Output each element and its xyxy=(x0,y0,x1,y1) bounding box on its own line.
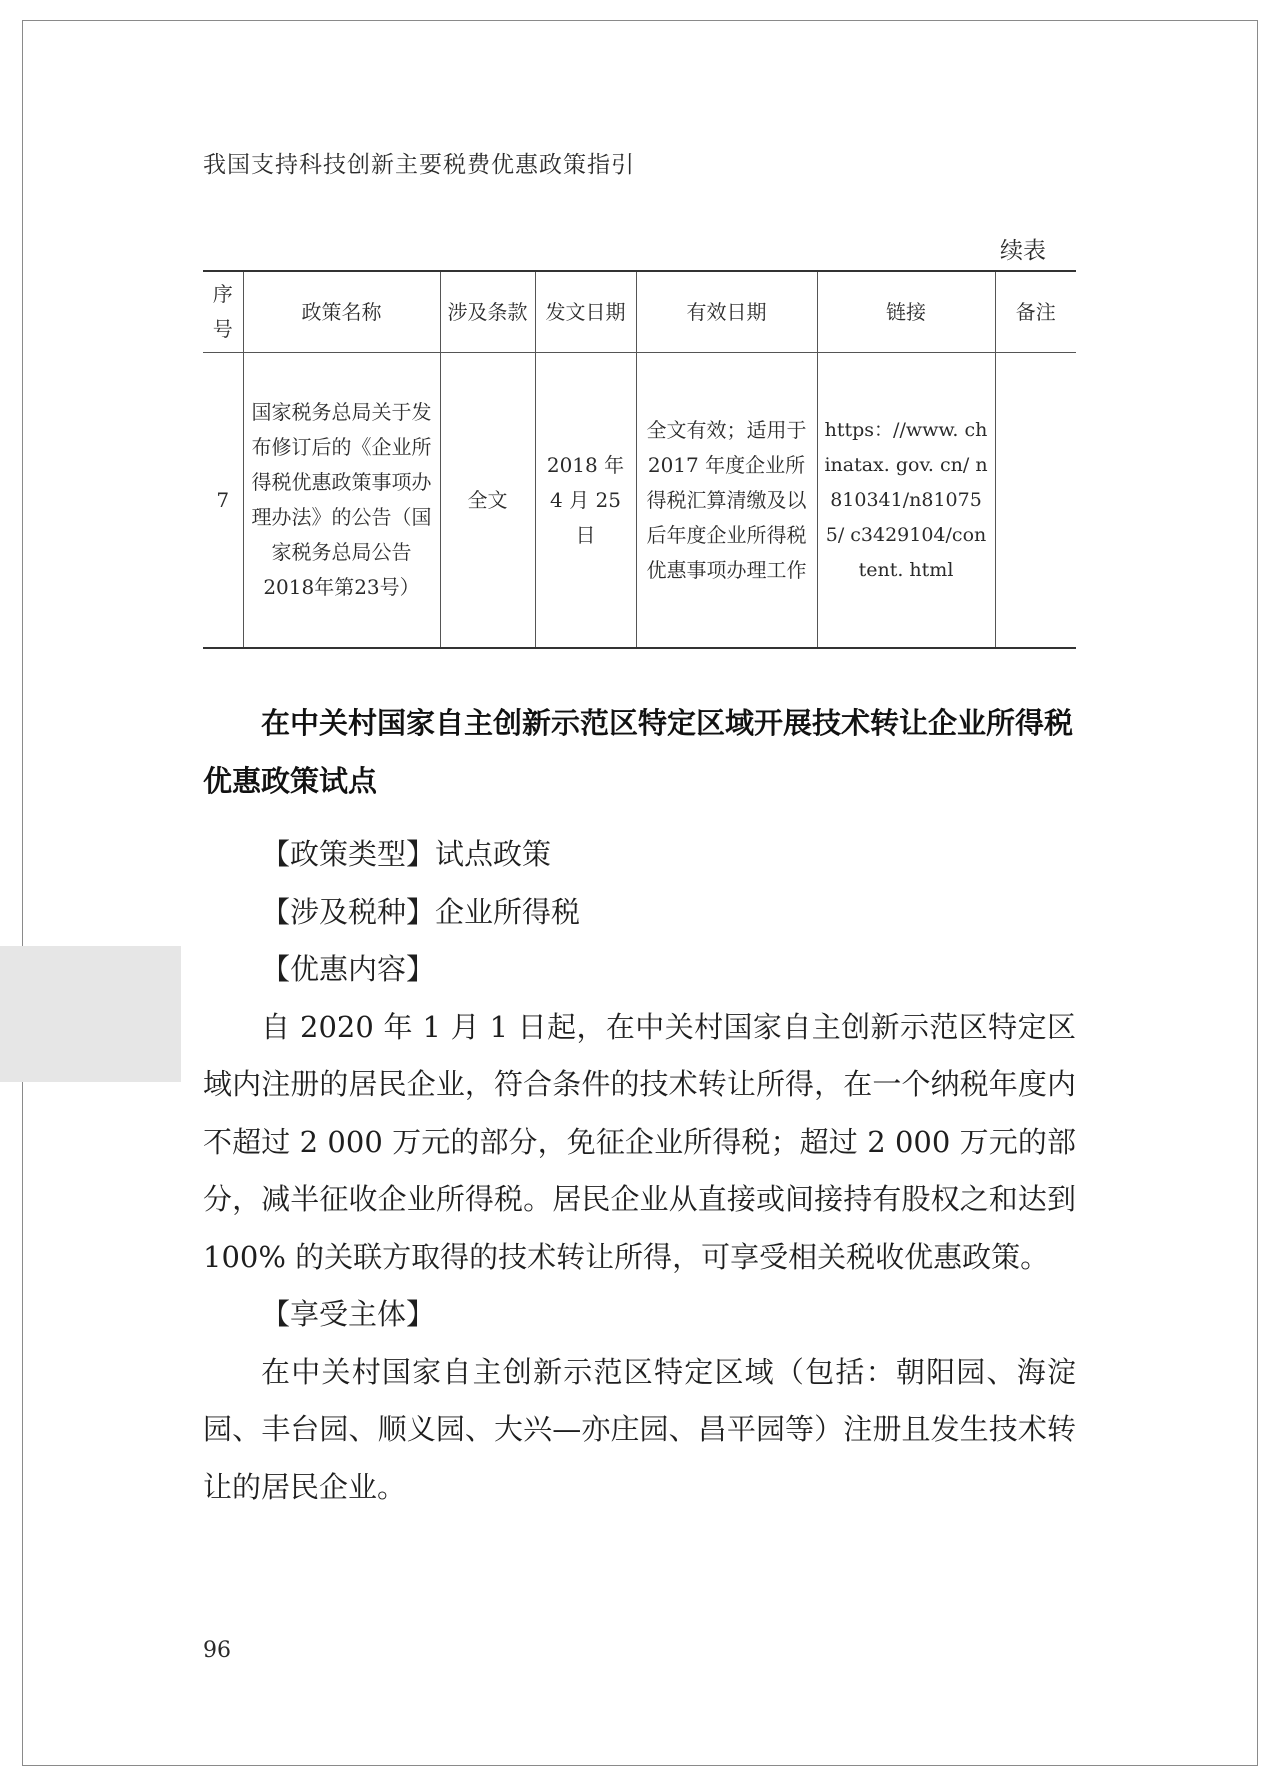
tax-type: 【涉及税种】企业所得税 xyxy=(261,894,581,929)
running-header: 我国支持科技创新主要税费优惠政策指引 xyxy=(203,152,635,178)
header-clause: 涉及条款 xyxy=(440,271,535,353)
cell-note xyxy=(995,353,1076,649)
cell-policy-name: 国家税务总局关于发布修订后的《企业所得税优惠政策事项办理办法》的公告（国家税务总局公告2018年第23号） xyxy=(243,353,440,649)
section-title: 在中关村国家自主创新示范区特定区域开展技术转让企业所得税优惠政策试点 xyxy=(203,706,1074,798)
header-name: 政策名称 xyxy=(243,271,440,353)
header-valid: 有效日期 xyxy=(636,271,817,353)
policy-body xyxy=(203,826,1076,1516)
header-date: 发文日期 xyxy=(535,271,636,353)
cell-date: 2018 年 4 月 25 日 xyxy=(535,353,636,649)
side-tab-marker xyxy=(0,946,181,1082)
page-number: 96 xyxy=(203,1638,231,1663)
cell-link[interactable]: https：//www. chinatax. gov. cn/ n810341/n810755/ c3429104/content. html xyxy=(817,353,995,649)
header-note: 备注 xyxy=(995,271,1076,353)
cell-seq: 7 xyxy=(203,353,243,649)
table-header-row xyxy=(203,271,1076,353)
header-seq: 序号 xyxy=(203,271,243,353)
subject-label: 【享受主体】 xyxy=(261,1297,436,1331)
cell-clause: 全文 xyxy=(440,353,535,649)
content-label: 【优惠内容】 xyxy=(261,952,436,986)
header-link: 链接 xyxy=(817,271,995,353)
subject-text: 在中关村国家自主创新示范区特定区域（包括：朝阳园、海淀园、丰台园、顺义园、大兴—亦庄园、昌平园等）注册且发生技术转让的居民企业。 xyxy=(203,1354,1076,1504)
table-row xyxy=(203,353,1076,649)
policy-type: 【政策类型】试点政策 xyxy=(261,837,552,871)
cell-valid-period: 全文有效；适用于 2017 年度企业所得税汇算清缴及以后年度企业所得税优惠事项办理工作 xyxy=(636,353,817,649)
content-text: 自 2020 年 1 月 1 日起，在中关村国家自主创新示范区特定区域内注册的居民企业，符合条件的技术转让所得，在一个纳税年度内不超过 2 000 万元的部分，免征企业所得税；超过 2 000 万元的部分，减半征收企业所得税。居民企业从直接或间接持有股权之和达到 100% 的关联方取得的技术转让所得，可享受相关税收优惠政策。 xyxy=(203,1009,1076,1274)
policy-table xyxy=(203,270,1076,649)
continued-label: 续表 xyxy=(1000,238,1046,264)
